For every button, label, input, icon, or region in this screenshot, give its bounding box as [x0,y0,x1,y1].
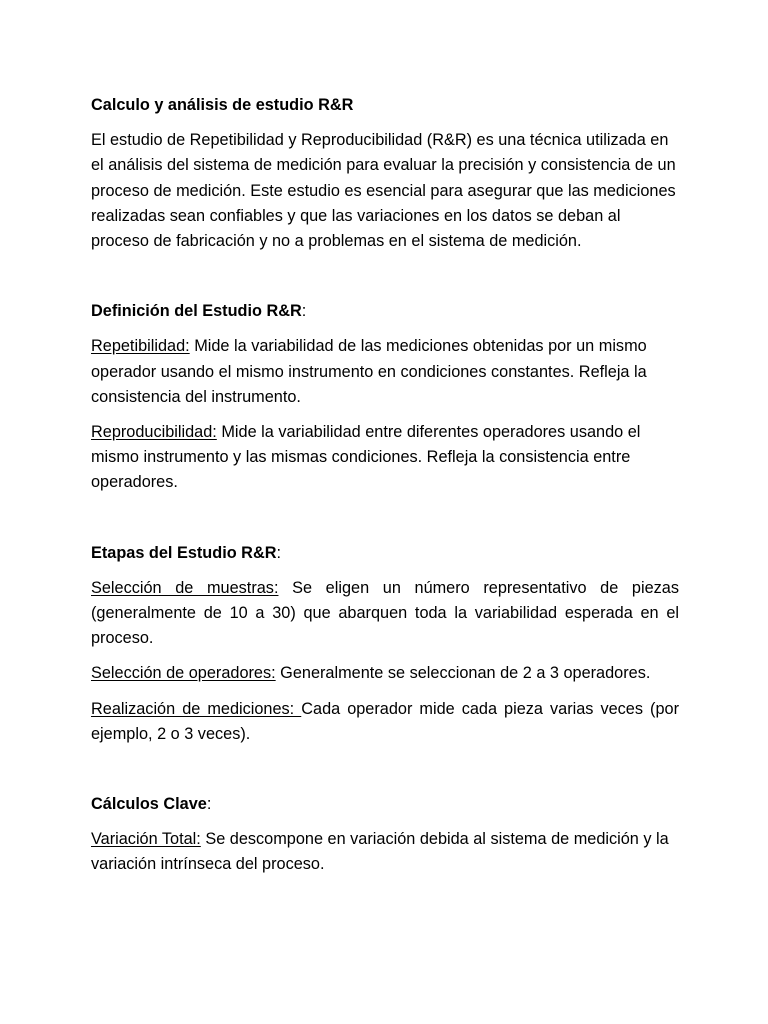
intro-paragraph: El estudio de Repetibilidad y Reproducibilidad (R&R) es una técnica utilizada en el análisis del sistema de medición para evaluar la precisión y consistencia de un proceso de medición. Este estudio es esencial para asegurar que las mediciones realizadas sean confiables y que las variaciones en los datos se deban al proceso de fabricación y no a problemas en el sistema de medición. [91,131,676,251]
definition-text: Mide la variabilidad entre diferentes operadores usando el mismo instrumento y las mismas condiciones. Refleja la consistencia entre operadores. [91,423,641,492]
stage-text: Se eligen un número representativo de piezas (generalmente de 10 a 30) que abarquen toda la variabilidad esperada en el proceso. [91,578,679,648]
definition-term: Reproducibilidad: [91,423,217,442]
stage-item [91,697,679,747]
section-heading-definicion-colon: : [301,302,307,321]
stage-item [91,576,679,652]
section-heading-calculos-text: Cálculos Clave [91,795,207,814]
section-heading-etapas-text: Etapas del Estudio R&R [91,543,277,562]
stage-text: Generalmente se seleccionan de 2 a 3 operadores. [275,664,651,683]
stage-term: Selección de operadores: [91,664,276,683]
calculation-text: Se descompone en variación debida al sistema de medición y la variación intrínseca del proceso. [91,830,669,874]
calculation-term: Variación Total: [91,830,201,849]
section-heading-etapas-colon: : [276,543,281,562]
definition-term: Repetibilidad: [91,337,190,356]
definition-text: Mide la variabilidad de las mediciones obtenidas por un mismo operador usando el mismo instrumento en condiciones constantes. Refleja la consistencia del instrumento. [91,337,647,406]
section-heading-calculos [91,792,679,817]
document-title: Calculo y análisis de estudio R&R [91,96,354,114]
stage-term: Realización de mediciones: [91,699,302,718]
section-heading-definicion-text: Definición del Estudio R&R [91,302,302,321]
definition-item [91,334,679,410]
section-heading-definicion [91,299,679,324]
stage-term: Selección de muestras: [91,578,279,597]
stage-item [91,661,679,686]
section-heading-etapas [91,541,679,566]
section-heading-calculos-colon: : [206,795,212,814]
stage-text: Cada operador mide cada pieza varias veces (por ejemplo, 2 o 3 veces). [91,699,679,743]
definition-item [91,420,679,496]
document-page [91,93,679,878]
calculation-item [91,827,679,877]
